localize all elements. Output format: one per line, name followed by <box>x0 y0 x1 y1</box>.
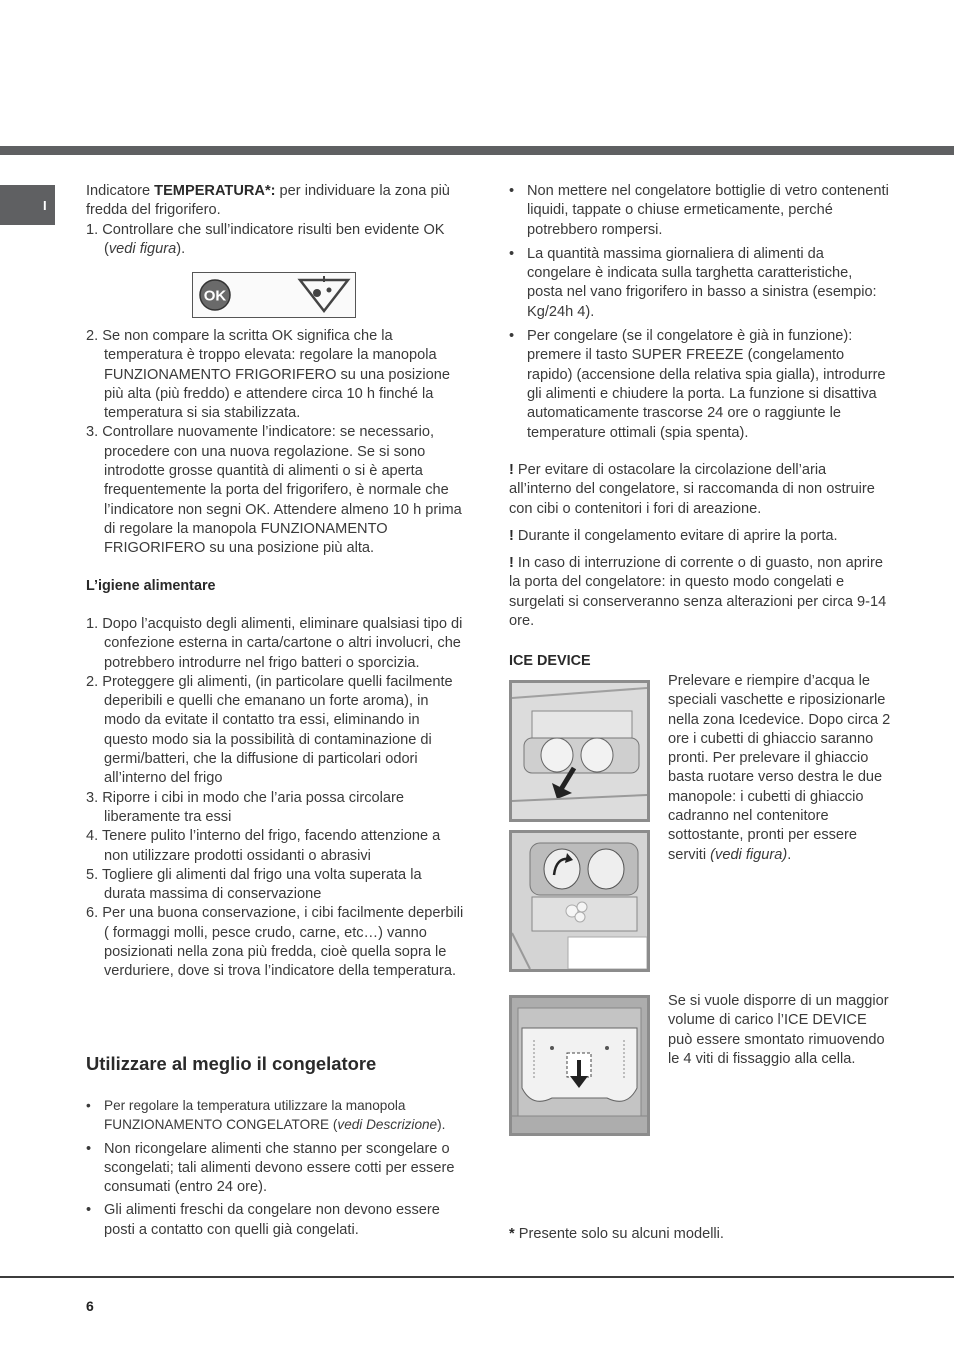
freezer-heading: Utilizzare al meglio il congelatore <box>86 1053 377 1074</box>
left-column <box>86 182 466 259</box>
warning-icon: ! <box>509 555 514 572</box>
ok-label: OK <box>203 287 227 305</box>
temperature-step-3: 3. Controllare nuovamente l’indicatore: se necessario, procedere con una nuova regolazione. Se si sono introdotte grosse quantità di alimenti o si è aperta frequentemente la porta del frigorifero, è normale che l’indicatore non segni OK. Attendere almeno 10 h prima di regolare la manopola FUNZIONAMENTO FRIGORIFERO su una posizione più alta. <box>86 424 462 557</box>
ice-knobs-image <box>512 833 647 969</box>
temperature-step-1: 1. Controllare che sull’indicatore risulti ben evidente OK (vedi figura). <box>86 221 445 257</box>
list-item: • Non ricongelare alimenti che stanno per scongelare o scongelati; tali alimenti devono essere cotti per essere consumati (entro 24 ore). <box>86 1140 466 1198</box>
temperature-step-2: 2. Se non compare la scritta OK significa che la temperatura è troppo elevata: regolare la manopola FUNZIONAMENTO FRIGORIFERO su una posizione più alta (più freddo) e attendere circa 10 h finché la temperatura si sia stabilizzata. <box>86 328 451 422</box>
ice-tray-image <box>512 683 647 819</box>
warning-icon: ! <box>509 527 514 544</box>
ice-device-photo-1 <box>509 680 650 822</box>
hygiene-heading: L’igiene alimentare <box>86 578 216 594</box>
list-item: 4. Tenere pulito l’interno del frigo, facendo attenzione a non utilizzare prodotti ossidanti o abrasivi <box>86 828 441 864</box>
temperature-intro: Indicatore TEMPERATURA*: per individuare la zona più fredda del frigorifero. <box>86 183 450 219</box>
footer-rule <box>0 1276 954 1278</box>
language-tab <box>0 185 55 225</box>
footnote-asterisk: * <box>509 1226 515 1242</box>
list-item: • Per congelare (se il congelatore è già in funzione): premere il tasto SUPER FREEZE (congelamento rapido) (accensione della relativa spia gialla), introdurre gli alimenti e chiudere la porta. La funzione si disattiva automaticamente trascorse 24 ore o raggiunte le temperature ottimali (spia spenta). <box>509 327 889 443</box>
list-item: 1. Dopo l’acquisto degli alimenti, eliminare qualsiasi tipo di confezione esterna in carta/cartone o altri involucri, che potrebbero introdurre nel frigo batteri o sporcizia. <box>86 616 463 671</box>
list-item: • Non mettere nel congelatore bottiglie di vetro contenenti liquidi, tappate o chiuse ermeticamente, perché potrebbero rompersi. <box>509 182 889 240</box>
list-item: • Per regolare la temperatura utilizzare la manopola FUNZIONAMENTO CONGELATORE (vedi Descrizione). <box>86 1096 466 1135</box>
right-bullets <box>509 182 889 443</box>
thermometer-icon <box>193 273 355 317</box>
footnote <box>509 1225 889 1244</box>
list-item: 3. Riporre i cibi in modo che l’aria possa circolare liberamente tra essi <box>86 789 404 825</box>
page-number: 6 <box>86 1298 94 1314</box>
temperature-indicator-figure <box>192 272 356 318</box>
temperature-steps <box>86 327 466 559</box>
list-item: 5. Togliere gli alimenti dal frigo una volta superata la durata massima di conservazione <box>86 866 422 903</box>
list-item: 2. Proteggere gli alimenti, (in particolare quelli facilmente deperibili e quelli che emanano un forte aroma), in modo da evitate il contatto tra essi, eliminando in questo modo sia la possibilità di contaminazione di germi/batteri, che la diffusione di particolari odori all’interno del frigo <box>86 673 453 787</box>
list-item: • Gli alimenti freschi da congelare non devono essere posti a contatto con quelli già congelati. <box>86 1201 466 1240</box>
ice-device-removal-instructions: Se si vuole disporre di un maggior volume di carico l’ICE DEVICE può essere smontato rimuovendo le 4 viti di fissaggio alla cella. <box>668 993 889 1067</box>
ice-device-photo-3 <box>509 995 650 1136</box>
hygiene-list <box>86 615 466 982</box>
list-item: 6. Per una buona conservazione, i cibi facilmente deperbili ( formaggi molli, pesce crudo, carne, etc…) vanno posizionati nella zona più fredda, cioè quella sopra le verduriere, dove si trova l’indicatore della temperatura. <box>86 905 464 980</box>
warning-item: ! In caso di interruzione di corrente o di guasto, non aprire la porta del congelatore: in questo modo congelati e surgelati si conserveranno senza alterazioni per circa 9-14 ore. <box>509 555 887 630</box>
ice-device-removal-image <box>512 998 647 1133</box>
freezer-list <box>86 1096 466 1240</box>
ice-device-heading: ICE DEVICE <box>509 653 591 669</box>
ice-device-photo-2 <box>509 830 650 972</box>
header-bar <box>0 146 954 155</box>
warning-item: ! Durante il congelamento evitare di aprire la porta. <box>509 527 838 544</box>
warnings <box>509 461 889 631</box>
warning-icon: ! <box>509 462 514 478</box>
ice-device-text <box>668 672 893 865</box>
ice-device-instructions: Prelevare e riempire d’acqua le speciali vaschette e riposizionarle nella zona Icedevice. Dopo circa 2 ore i cubetti di ghiaccio saranno pronti. Per prelevare il ghiaccio basta ruotare verso destra le due manopole: i cubetti di ghiaccio cadranno nel contenitore sottostante, pronti per essere serviti (vedi figura). <box>668 673 891 863</box>
footnote-text: Presente solo su alcuni modelli. <box>514 1226 724 1242</box>
ice-device-removal-text <box>668 992 893 1069</box>
language-tab-label: I <box>43 198 47 213</box>
warning-item: ! Per evitare di ostacolare la circolazione dell’aria all’interno del congelatore, si raccomanda di non ostruire con cibi o contenitori i fori di areazione. <box>509 462 875 517</box>
list-item: • La quantità massima giornaliera di alimenti da congelare è indicata sulla targhetta caratteristiche, posta nel vano frigorifero in basso a sinistra (esempio: Kg/24h 4). <box>509 245 889 322</box>
